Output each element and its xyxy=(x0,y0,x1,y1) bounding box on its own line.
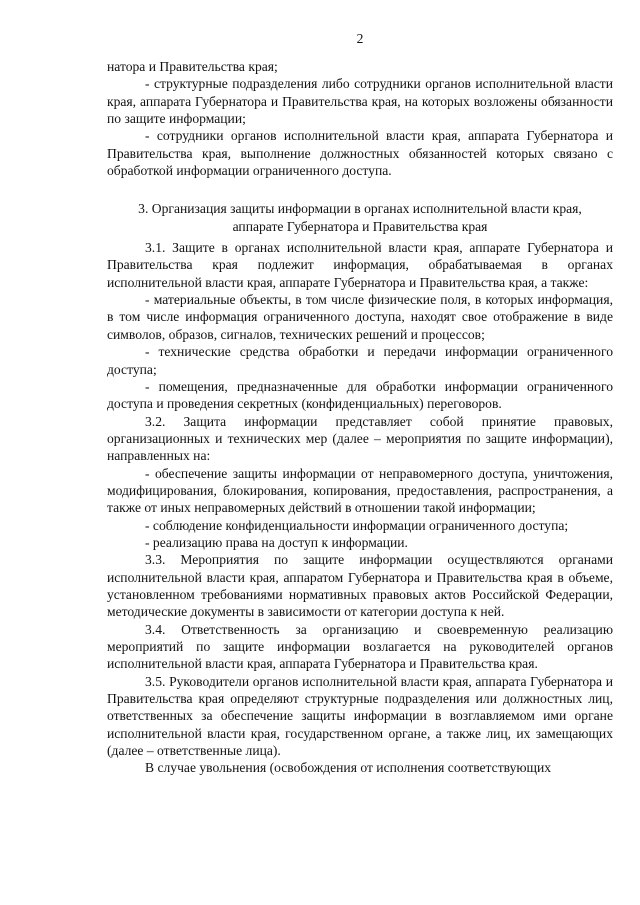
paragraph: - структурные подразделения либо сотрудники органов исполнительной власти края, аппарата Губернатора и Правительства края, на которых возложены обязанности по защите информации; xyxy=(107,76,613,127)
section-heading: 3. Организация защиты информации в органах исполнительной власти края, аппарате Губернатора и Правительства края xyxy=(138,201,582,234)
paragraph: - технические средства обработки и передачи информации ограниченного доступа; xyxy=(107,344,613,377)
paragraph: - сотрудники органов исполнительной власти края, аппарата Губернатора и Правительства края, выполнение должностных обязанностей которых связано с обработкой информации ограниченного доступа. xyxy=(107,128,613,179)
paragraph: - материальные объекты, в том числе физические поля, в которых информация, в том числе информация ограниченного доступа, находят свое отображение в виде символов, образов, сигналов, технических решений и процессов; xyxy=(107,292,613,342)
page-number: 2 xyxy=(356,31,364,46)
paragraph: 3.5. Руководители органов исполнительной власти края, аппарата Губернатора и Правительства края определяют структурные подразделения или должностных лиц, ответственных за обеспечение защиты информации в возглавляемом ими органе исполнительной власти края, государственном органе, а также лиц, их замещающих (далее – ответственные лица). xyxy=(107,673,613,759)
paragraph: 3.1. Защите в органах исполнительной власти края, аппарате Губернатора и Правительства края подлежит информация, обрабатываемая в органах исполнительной власти края, аппарате Губернатора и Правительства края, а также: xyxy=(107,240,613,290)
paragraph: 3.4. Ответственность за организацию и своевременную реализацию мероприятий по защите информации возлагается на руководителей органов исполнительной власти края, аппарата Губернатора и Правительства края. xyxy=(107,621,613,672)
paragraph: В случае увольнения (освобождения от исполнения соответствующих xyxy=(145,760,552,776)
paragraph: - обеспечение защиты информации от неправомерного доступа, уничтожения, модифицирования, блокирования, копирования, предоставления, распространения, а также от иных неправомерных действий в отношении такой информации; xyxy=(107,465,613,516)
paragraph: - реализацию права на доступ к информации. xyxy=(145,534,408,550)
paragraph: - помещения, предназначенные для обработки информации ограниченного доступа и проведения секретных (конфиденциальных) переговоров. xyxy=(107,378,613,412)
paragraph: - соблюдение конфиденциальности информации ограниченного доступа; xyxy=(145,517,569,533)
paragraph: 3.2. Защита информации представляет собой принятие правовых, организационных и технических мер (далее – мероприятия по защите информации), направленных на: xyxy=(107,413,613,464)
paragraph: натора и Правительства края; xyxy=(107,59,278,74)
paragraph: 3.3. Мероприятия по защите информации осуществляются органами исполнительной власти края, аппаратом Губернатора и Правительства края в объеме, установленном требованиями нормативных правовых актов Российской Федерации, методические документы в зависимости от категории доступа к ней. xyxy=(107,552,613,620)
document-page xyxy=(107,30,613,777)
